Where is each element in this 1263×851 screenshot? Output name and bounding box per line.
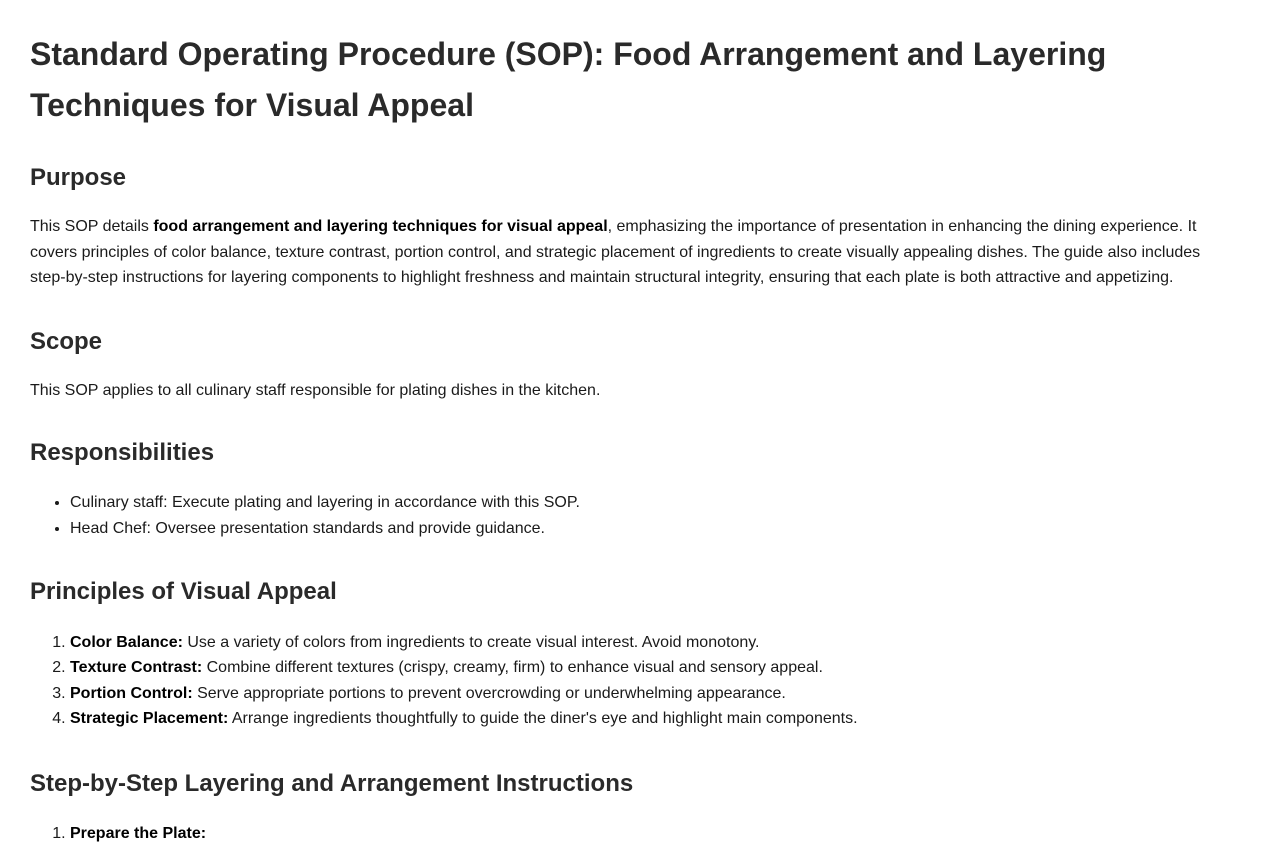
scope-heading: Scope [30,327,103,355]
purpose-heading: Purpose [30,164,127,191]
steps-heading: Step-by-Step Layering and Arrangement Instructions [30,769,634,797]
list-item [70,821,1233,847]
principle-term: Texture Contrast: [70,659,203,677]
purpose-text-rest: , emphasizing the importance of presentation in enhancing the dining experience. It covers principles of color balance, texture contrast, portion control, and strategic placement of ingredients to create visually appealing dishes. The guide also includes step-by-step instructions for layering components to highlight freshness and maintain structural integrity, ensuring that each plate is both attractive and appetizing. [30,218,1201,287]
list-item: • Head Chef: Oversee presentation standards and provide guidance. [70,516,1233,542]
principle-description: Arrange ingredients thoughtfully to guide the diner's eye and highlight main components. [228,710,858,728]
document-page [0,29,1263,847]
responsibilities-list [30,490,1233,541]
list-item: • Culinary staff: Execute plating and layering in accordance with this SOP. [70,490,1233,516]
step-term: Prepare the Plate: [70,824,207,842]
principle-term: Strategic Placement: [70,710,229,728]
list-item [70,681,1233,707]
principle-term: Color Balance: [70,633,183,651]
steps-list [30,821,1233,847]
responsibilities-heading: Responsibilities [30,439,215,467]
list-item [70,655,1233,681]
purpose-text-intro: This SOP details [30,218,154,235]
principles-heading: Principles of Visual Appeal [30,577,337,605]
principle-description: Use a variety of colors from ingredients to create visual interest. Avoid monotony. [182,633,760,651]
principle-term: Portion Control: [70,684,193,702]
list-item [70,706,1233,732]
scope-paragraph: This SOP applies to all culinary staff responsible for plating dishes in the kitchen. [30,381,601,399]
principle-description: Serve appropriate portions to prevent overcrowding or underwhelming appearance. [192,684,786,702]
page-title: Standard Operating Procedure (SOP): Food Arrangement and Layering Techniques for Visual Appeal [30,36,1107,123]
principle-description: Combine different textures (crispy, creamy, firm) to enhance visual and sensory appeal. [202,659,823,677]
principles-list [30,630,1233,732]
list-item [70,630,1233,656]
purpose-text-emphasis: food arrangement and layering techniques for visual appeal [153,218,608,235]
purpose-paragraph [30,214,1233,291]
